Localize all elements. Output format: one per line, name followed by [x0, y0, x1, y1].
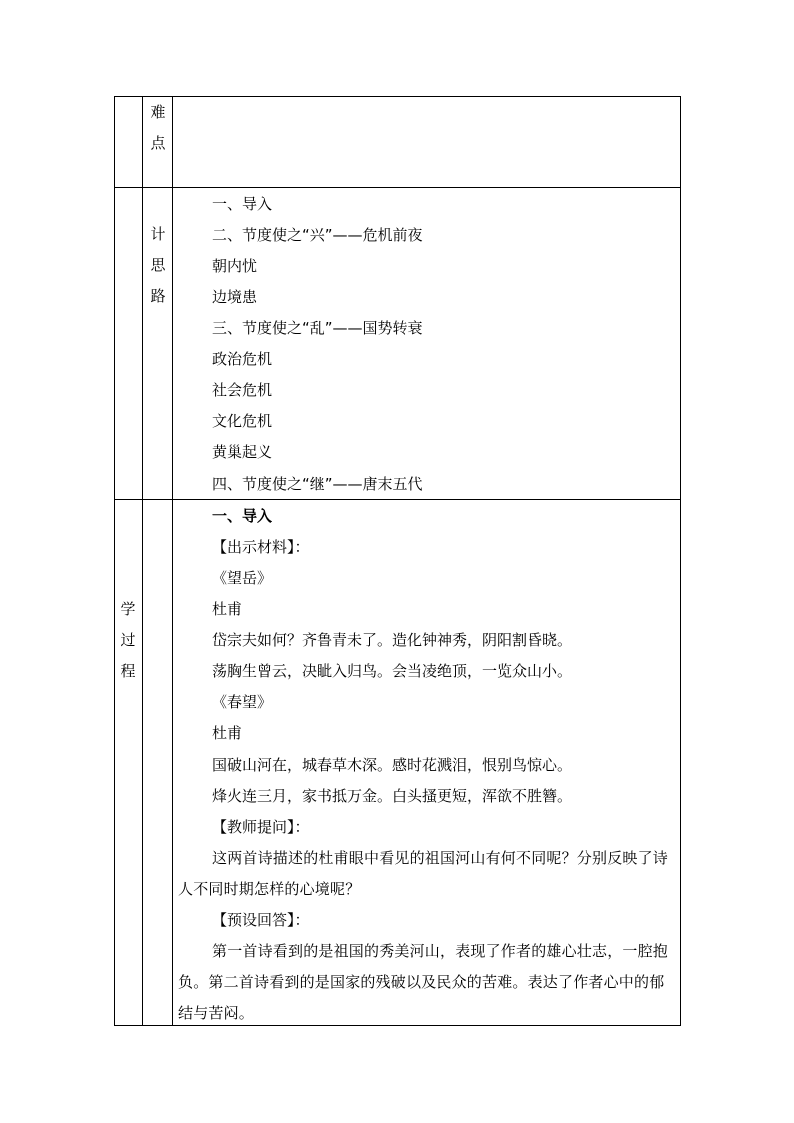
design-line-6: 政治危机 — [212, 350, 273, 368]
design-line-1: 一、导入 — [212, 195, 273, 213]
process-label-char-1: 学 — [120, 600, 136, 618]
difficulty-label-char-2: 点 — [150, 134, 166, 152]
poem2-line2: 烽火连三月，家书抵万金。白头搔更短，浑欲不胜簪。 — [212, 787, 573, 805]
process-label-char-2: 过 — [120, 631, 136, 649]
design-label-char-3: 路 — [150, 287, 166, 305]
process-label-char-3: 程 — [120, 662, 136, 680]
poem1-author: 杜甫 — [212, 600, 243, 618]
row-divider-1 — [114, 187, 681, 188]
design-label-char-1: 计 — [150, 225, 166, 243]
answer-label: 【预设回答】： — [212, 911, 310, 929]
poem1-line1: 岱宗夫如何？齐鲁青未了。造化钟神秀，阴阳割昏晓。 — [212, 631, 573, 649]
design-line-8: 文化危机 — [212, 412, 273, 430]
poem2-author: 杜甫 — [212, 724, 243, 742]
answer-text: 第一首诗看到的是祖国的秀美河山，表现了作者的雄心壮志，一腔抱负。第二首诗看到的是国家的残破以及民众的苦难。表达了作者心中的郁结与苦闷。 — [178, 942, 669, 1022]
design-line-5: 三、节度使之“乱”——国势转衰 — [212, 319, 423, 337]
table-divider-1 — [142, 96, 143, 1026]
poem1-title: 《望岳》 — [212, 569, 273, 587]
design-line-3: 朝内忧 — [212, 257, 258, 275]
teacher-question-text: 这两首诗描述的杜甫眼中看见的祖国河山有何不同呢？分别反映了诗人不同时期怎样的心境呢？ — [178, 849, 669, 898]
material-label: 【出示材料】： — [212, 538, 310, 556]
design-line-9: 黄巢起义 — [212, 443, 273, 461]
poem2-title: 《春望》 — [212, 693, 273, 711]
poem1-line2: 荡胸生曾云，决眦入归鸟。会当凌绝顶，一览众山小。 — [212, 662, 573, 680]
design-line-7: 社会危机 — [212, 381, 273, 399]
design-line-2: 二、节度使之“兴”——危机前夜 — [212, 226, 423, 244]
table-border-top — [114, 96, 681, 97]
table-border-left — [114, 96, 115, 1026]
table-divider-2 — [172, 96, 173, 1026]
teacher-question-label: 【教师提问】： — [212, 818, 310, 836]
intro-heading: 一、导入 — [212, 507, 273, 525]
poem2-line1: 国破山河在，城春草木深。感时花溅泪，恨别鸟惊心。 — [212, 756, 573, 774]
difficulty-label-char-1: 难 — [150, 103, 166, 121]
table-border-right — [680, 96, 681, 1026]
row-divider-2 — [114, 499, 681, 500]
design-label-char-2: 思 — [150, 256, 166, 274]
design-line-10: 四、节度使之“继”——唐末五代 — [212, 475, 423, 493]
design-line-4: 边境患 — [212, 288, 258, 306]
